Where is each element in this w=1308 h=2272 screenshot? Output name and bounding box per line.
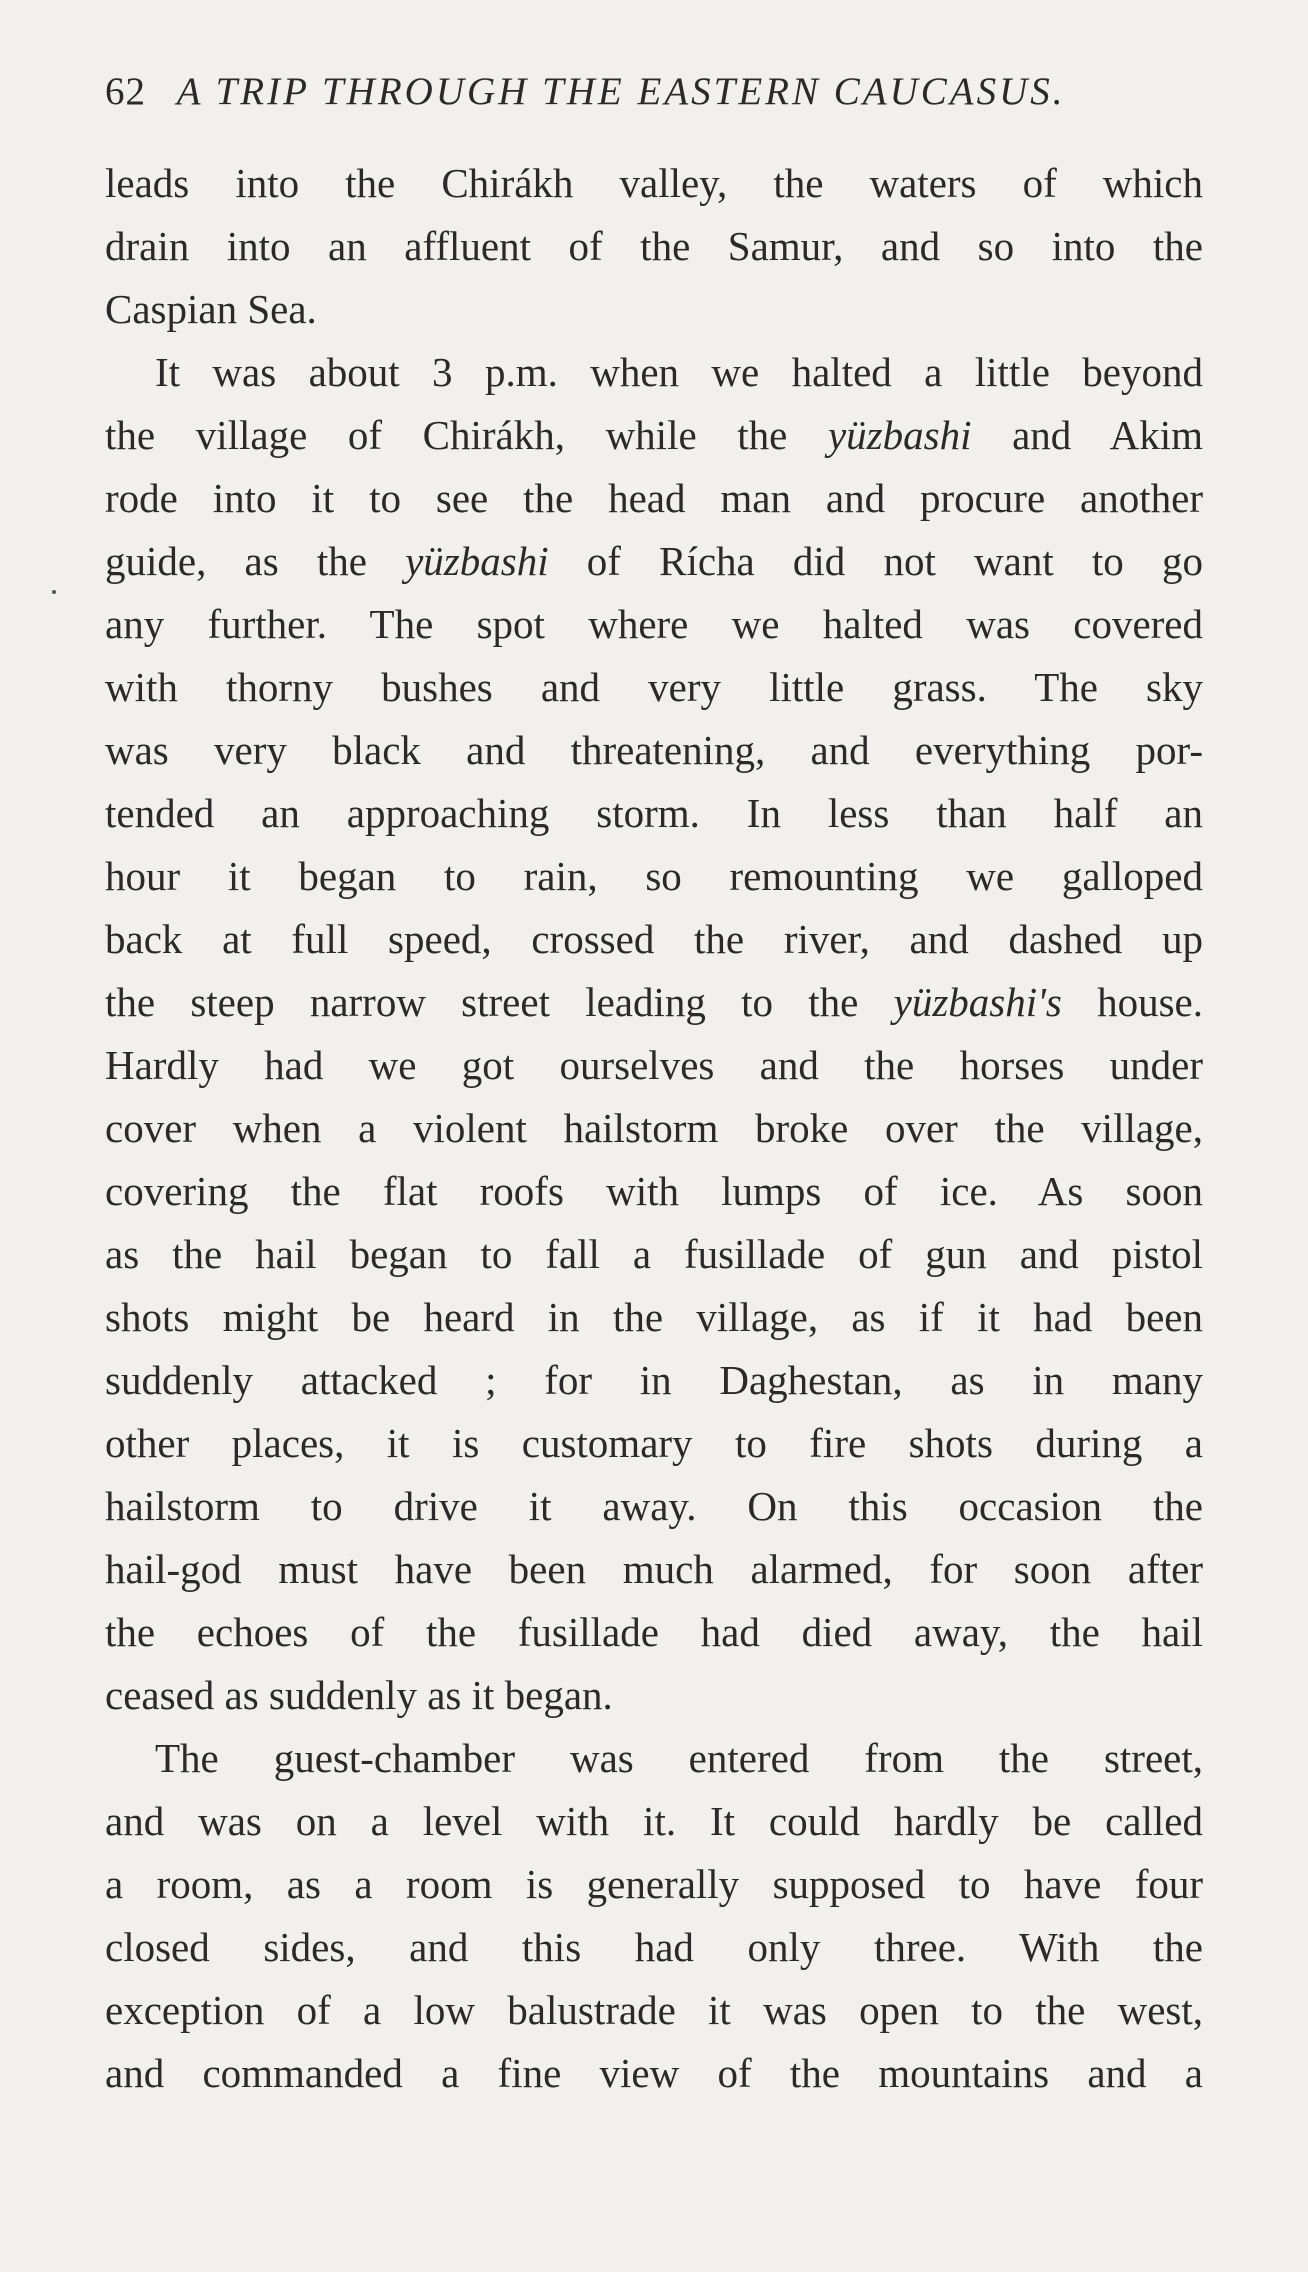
- text-line: shots might be heard in the village, as if it had been: [105, 1294, 1203, 1340]
- text-line: a room, as a room is generally supposed to have four: [105, 1861, 1203, 1907]
- paragraph-start-line: It was about 3 p.m. when we halted a little beyond: [155, 349, 1203, 395]
- text-line: rode into it to see the head man and procure another: [105, 475, 1203, 521]
- running-head: [105, 62, 1205, 122]
- text-line: cover when a violent hailstorm broke over the village,: [105, 1105, 1203, 1151]
- text-line: [105, 971, 1203, 1034]
- text-line: Hardly had we got ourselves and the horses under: [105, 1042, 1203, 1088]
- text-line: closed sides, and this had only three. With the: [105, 1924, 1203, 1970]
- paragraph-end-line: Caspian Sea.: [105, 286, 317, 332]
- italic-term: yüzbashi: [405, 538, 549, 584]
- text-span: of Rícha did not want to go: [548, 538, 1203, 584]
- text-line: as the hail began to fall a fusillade of gun and pistol: [105, 1231, 1203, 1277]
- text-line: other places, it is customary to fire shots during a: [105, 1420, 1203, 1466]
- text-span: the steep narrow street leading to the: [105, 979, 894, 1025]
- text-line: back at full speed, crossed the river, and dashed up: [105, 916, 1203, 962]
- text-span: the village of Chirákh, while the: [105, 412, 828, 458]
- italic-term: yüzbashi: [827, 412, 972, 458]
- text-line: [105, 404, 1203, 467]
- text-line: tended an approaching storm. In less than half an: [105, 790, 1203, 836]
- page-number: 62: [105, 70, 146, 113]
- margin-mark: [52, 590, 56, 594]
- text-line: was very black and threatening, and everything por-: [105, 727, 1203, 773]
- text-line: leads into the Chirákh valley, the waters of which: [105, 160, 1203, 206]
- text-line: the echoes of the fusillade had died away, the hail: [105, 1609, 1203, 1655]
- text-line: and was on a level with it. It could hardly be called: [105, 1798, 1203, 1844]
- text-span: and Akim: [971, 412, 1203, 458]
- text-line: hail-god must have been much alarmed, for soon after: [105, 1546, 1203, 1592]
- text-span: guide, as the: [105, 538, 406, 584]
- text-line: [105, 530, 1203, 593]
- text-line: any further. The spot where we halted was covered: [105, 601, 1203, 647]
- text-line: exception of a low balustrade it was open to the west,: [105, 1987, 1203, 2033]
- text-line: and commanded a fine view of the mountains and a: [105, 2050, 1203, 2096]
- text-span: house.: [1061, 979, 1203, 1025]
- paragraph-end-line: ceased as suddenly as it began.: [105, 1672, 613, 1718]
- paragraph-start-line: The guest-chamber was entered from the street,: [155, 1735, 1203, 1781]
- text-line: covering the flat roofs with lumps of ice. As soon: [105, 1168, 1203, 1214]
- text-line: hour it began to rain, so remounting we galloped: [105, 853, 1203, 899]
- body-text: [105, 152, 1203, 2105]
- text-line: hailstorm to drive it away. On this occasion the: [105, 1483, 1203, 1529]
- italic-term: yüzbashi's: [893, 979, 1062, 1025]
- text-line: suddenly attacked ; for in Daghestan, as in many: [105, 1357, 1203, 1403]
- text-line: with thorny bushes and very little grass. The sky: [105, 664, 1203, 710]
- text-line: drain into an affluent of the Samur, and so into the: [105, 223, 1203, 269]
- running-title: A TRIP THROUGH THE EASTERN CAUCASUS.: [176, 70, 1066, 113]
